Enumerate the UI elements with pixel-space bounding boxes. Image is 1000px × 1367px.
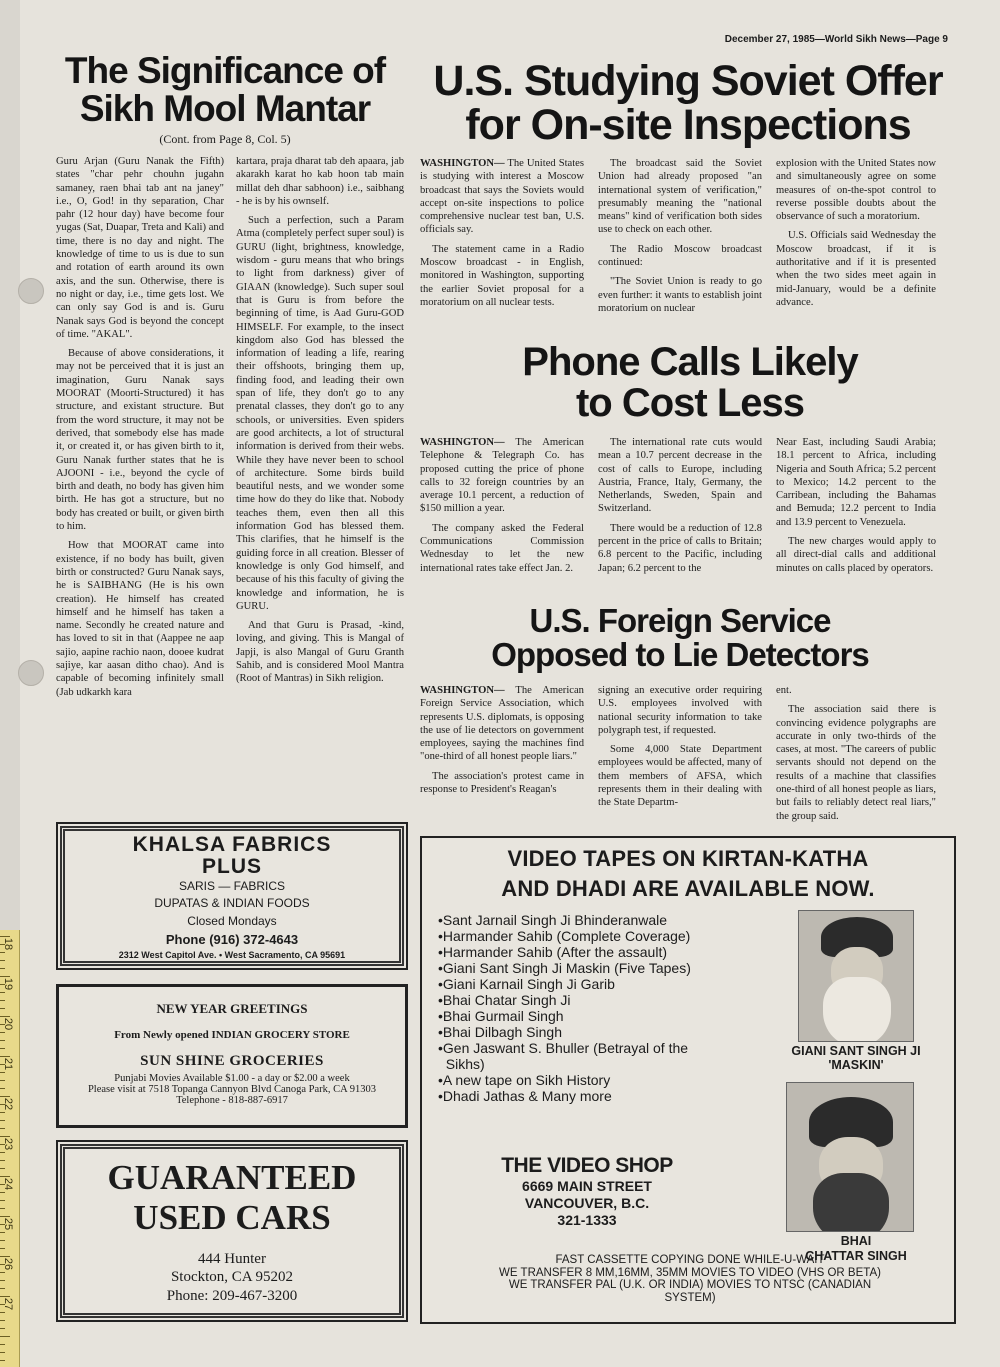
punch-hole: [18, 278, 44, 304]
ruler-tick: [0, 1128, 5, 1129]
ruler-tick: [0, 960, 5, 961]
soviet-headline: [418, 57, 958, 149]
grocery-line3: Telephone - 818-887-6917: [176, 1095, 288, 1106]
giani-sant-singh-photo: [798, 910, 914, 1042]
ruler-number: 26: [2, 1257, 15, 1271]
ruler-tick: [0, 1080, 5, 1081]
photo-caption-2-line1: BHAI: [840, 1234, 872, 1248]
ruler-tick: [0, 1288, 5, 1289]
punch-hole: [18, 660, 44, 686]
tape-list-item: •Bhai Gurmail Singh: [438, 1008, 564, 1024]
paragraph: U.S. Officials said Wednesday the Moscow broadcast, if it is authoritative and if it is presented when the two sides meet again in mid-January, would be a definite advance.: [776, 230, 936, 308]
newspaper-page: [20, 0, 1000, 1367]
ruler-tick: [0, 1120, 5, 1121]
ruler-number: 22: [2, 1097, 15, 1111]
ruler-tick: [0, 1328, 5, 1329]
ruler-tick: [0, 992, 5, 993]
ruler-tick: [0, 936, 10, 937]
ruler-tick: [0, 1088, 5, 1089]
tape-list-item: •Dhadi Jathas & Many more: [438, 1088, 612, 1104]
article-dateline: WASHINGTON—: [420, 685, 505, 696]
paragraph: The broadcast said the Soviet Union had already proposed "an international system of verification," presumably meaning the "national means" kind of verification both sides use to check on each other.: [598, 158, 762, 236]
grocery-name: SUN SHINE GROCERIES: [140, 1053, 324, 1069]
ruler-number: 18: [2, 937, 15, 951]
paragraph: Because of above considerations, it may not be perceived that it is just an imagination, Guru Nanak says MOORAT (Moorti-Structured) it has structure, and existant structure. But from the word structure, it may not be derived, that somebody else has made it, or created it, or has given birth to it, Guru Nanak further states that he is AJOONI - i.e., beyond the cycle of birth and death, no body has given him birth. He has got a structure, but no body has created or built, or given birth to him.: [56, 348, 224, 533]
ruler-tick: [0, 1032, 5, 1033]
grocery-from: From Newly opened INDIAN GROCERY STORE: [114, 1029, 350, 1041]
paragraph: And that Guru is Prasad, -kind, loving, and giving. This is Mangal of Japji, is also Mangal of Guru Granth Sahib, and is considered Mool Mantra (Root of Mantras) in Sikh religion.: [236, 620, 404, 685]
paragraph: kartara, praja dharat tab deh apaara, jab akarakh karat ho kab hoon tab main millat deh dhar sabhoon) i.e., saibhang - he is by his ownself.: [236, 156, 404, 207]
tape-list-item: Sikhs): [438, 1056, 485, 1072]
ruler-tick: [0, 1256, 10, 1257]
phone-column-3: [776, 436, 936, 581]
article-dateline: WASHINGTON—: [420, 437, 505, 448]
paragraph: The statement came in a Radio Moscow broadcast - in English, monitored in Washington, supporting the earlier Soviet proposal for a moratorium on all nuclear tests.: [420, 243, 584, 308]
shop-details: [462, 1154, 712, 1229]
grocery-line1: Punjabi Movies Available $1.00 - a day or $2.00 a week: [114, 1073, 350, 1084]
phone-column-1: [420, 436, 584, 581]
article-dateline: WASHINGTON—: [420, 158, 505, 169]
video-footer-line2: WE TRANSFER 8 MM,16MM, 35MM MOVIES TO VIDEO (VHS OR BETA): [499, 1266, 881, 1279]
video-title-line2: AND DHADI ARE AVAILABLE NOW.: [501, 876, 875, 901]
video-footer: [426, 1254, 954, 1304]
paragraph: Some 4,000 State Department employees would be affected, many of them members of AFSA, which represents them in their dealing with the State Departm-: [598, 744, 762, 809]
paragraph: How that MOORAT came into existence, if no body has built, given birth or constructed? Guru Nanak says, he is SAIBHANG (He is his own creation). He himself has created himself and he himself has taken a name. Secondly he created nature and has loved to sit in that (Aappee ne aap sajio, aapine rachio naon, dooee kudrat sajiye, kar aasan ditho chao). And is capable of becoming infinitely small (Jab udkarkh kara: [56, 540, 224, 698]
mool-mantar-headline: [60, 52, 390, 127]
phone-headline-line2: to Cost Less: [575, 380, 805, 425]
sunshine-groceries-ad: [56, 984, 408, 1128]
cars-phone: Phone: 209-467-3200: [166, 1288, 298, 1304]
ruler-tick: [0, 968, 5, 969]
bhai-chattar-singh-photo: [786, 1082, 914, 1232]
page-dateline: December 27, 1985—World Sikh News—Page 9: [724, 34, 948, 45]
khalsa-address: 2312 West Capitol Ave. • West Sacramento, CA 95691: [118, 950, 346, 960]
paragraph: "The Soviet Union is ready to go even further: it wants to establish joint moratorium on nuclear: [598, 276, 762, 314]
photo-caption-2-line2: CHATTAR SINGH: [805, 1249, 907, 1263]
video-shop-ad: [420, 836, 956, 1324]
video-footer-line1: FAST CASSETTE COPYING DONE WHILE-U-WAIT: [555, 1254, 825, 1266]
phone-headline: [450, 342, 930, 424]
soviet-headline-line2: for On-site Inspections: [465, 100, 911, 149]
cars-street: 444 Hunter: [198, 1251, 266, 1267]
ruler-tick: [0, 1000, 5, 1001]
ruler-number: 19: [2, 977, 15, 991]
tape-list: [438, 912, 758, 1104]
paragraph: The new charges would apply to all direct-dial calls and additional minutes on calls placed by operators.: [776, 536, 936, 574]
video-footer-line3: WE TRANSFER PAL (U.K. OR INDIA) MOVIES TO NTSC (CANADIAN: [508, 1279, 872, 1291]
paragraph: ent.: [776, 685, 792, 696]
ruler-tick: [0, 1208, 5, 1209]
ruler-tick: [0, 1176, 10, 1177]
ruler-tick: [0, 1016, 10, 1017]
shop-name: THE VIDEO SHOP: [501, 1154, 673, 1177]
phone-headline-line1: Phone Calls Likely: [522, 340, 858, 384]
ruler-number: 20: [2, 1017, 15, 1031]
khalsa-phone: Phone (916) 372-4643: [165, 932, 299, 947]
cars-line1: GUARANTEED: [107, 1158, 357, 1197]
ruler-number: 23: [2, 1137, 15, 1151]
ruler-tick: [0, 1240, 5, 1241]
ruler-tick: [0, 1200, 5, 1201]
paragraph-text: The American Telephone & Telegraph Co. has proposed cutting the price of phone calls to 32 foreign countries by an average 10.1 percent, a reduction of $150 million a year.: [420, 437, 584, 515]
ruler-number: 21: [2, 1057, 15, 1071]
grocery-line2: Please visit at 7518 Topanga Cannyon Blvd Canoga Park, CA 91303: [87, 1084, 377, 1095]
ruler-tick: [0, 1136, 10, 1137]
ruler-tick: [0, 1360, 5, 1361]
ruler-tick: [0, 1160, 5, 1161]
khalsa-name: [58, 834, 406, 878]
tape-list-item: •Giani Sant Singh Ji Maskin (Five Tapes): [438, 960, 691, 976]
ruler-tick: [0, 1296, 10, 1297]
khalsa-line2: DUPATAS & INDIAN FOODS: [154, 896, 310, 910]
mool-mantar-headline-line2: Sikh Mool Mantar: [79, 87, 371, 129]
ruler-tick: [0, 1072, 5, 1073]
used-cars-ad: [56, 1140, 408, 1322]
khalsa-line3: Closed Mondays: [187, 914, 277, 928]
tape-list-item: •Giani Karnail Singh Ji Garib: [438, 976, 615, 992]
ruler-tick: [0, 1320, 5, 1321]
foreign-service-headline-line2: Opposed to Lie Detectors: [491, 635, 869, 673]
ruler-tick: [0, 1056, 10, 1057]
ruler-tick: [0, 1048, 5, 1049]
paragraph: explosion with the United States now and simultaneously agree on some measures of on-the-spot control to reverse possible doubts about the observance of such a moratorium.: [776, 158, 936, 223]
soviet-column-1: [420, 157, 584, 315]
ruler-tick: [0, 1280, 5, 1281]
ruler-tick: [0, 1248, 5, 1249]
tape-list-item: •Gen Jaswant S. Bhuller (Betrayal of the: [438, 1040, 689, 1056]
foreign-service-column-2: [598, 684, 762, 816]
ruler-tick: [0, 1344, 5, 1345]
paragraph: [420, 157, 584, 237]
ruler-tick: [0, 1312, 5, 1313]
tape-list-item: •Bhai Chatar Singh Ji: [438, 992, 571, 1008]
ruler-tick: [0, 1008, 5, 1009]
paragraph: The company asked the Federal Communications Commission Wednesday to let the new international rates take effect Jan. 2.: [420, 522, 584, 574]
soviet-headline-line1: U.S. Studying Soviet Offer: [433, 57, 943, 105]
soviet-column-2: [598, 157, 762, 321]
cars-line2: USED CARS: [133, 1198, 331, 1237]
ruler-tick: [0, 1192, 5, 1193]
foreign-service-column-1: [420, 684, 584, 802]
tape-list-item: •A new tape on Sikh History: [438, 1072, 611, 1088]
ruler-tick: [0, 1272, 5, 1273]
mool-mantar-column-1: [56, 155, 224, 705]
ruler-tick: [0, 1352, 5, 1353]
paragraph: Near East, including Saudi Arabia; 18.1 percent to Africa, including Nigeria and South Africa; 5.2 percent to Mexico; 14.2 percent to the Carribean, including the Bahamas and Bemuda; 12.2 percent to India and 13.9 percent to Venezuela.: [776, 437, 936, 528]
video-title-line1: VIDEO TAPES ON KIRTAN-KATHA: [507, 846, 869, 871]
khalsa-name-line1: KHALSA FABRICS: [132, 833, 332, 856]
tape-list-item: •Harmander Sahib (Complete Coverage): [438, 928, 691, 944]
ruler-tick: [0, 1096, 10, 1097]
ruler-tick: [0, 1112, 5, 1113]
tape-list-item: •Sant Jarnail Singh Ji Bhinderanwale: [438, 912, 668, 928]
paragraph: There would be a reduction of 12.8 percent in the price of calls to Britain; 6.8 percent to the Pacific, including Japan; 6.2 percent to the: [598, 522, 762, 574]
ruler-tick: [0, 976, 10, 977]
paragraph-text: The American Foreign Service Association, which represents U.S. diplomats, is opposing the use of lie detectors on government employees, saying the machines find "one-third of all honest people liars.": [420, 685, 584, 763]
measuring-ruler: [0, 930, 20, 1367]
ruler-number: 24: [2, 1177, 15, 1191]
paragraph: signing an executive order requiring U.S. employees involved with national security information to take polygraph test, if requested.: [598, 685, 762, 736]
paragraph: The association's protest came in response to President's Reagan's: [420, 770, 584, 796]
paragraph: Guru Arjan (Guru Nanak the Fifth) states "char pehr chouhn jugahn samaney, raen bhai tab ant na janey" i.e., O, God! in thy separation, Char pahr (12 hour day) have become four yugas (Sat, Duapar, Treta and Kali) and time, there is no day and night. The knowledge of time to us is due to sun and rotation of earth around its own axis, and the sun. Otherwise, there is no night or day, i.e., time gets lost. We can only say God is and is. Guru Nanak says God is beyond the concept of time. "AKAL".: [56, 156, 224, 340]
paragraph: The international rate cuts would mean a 10.7 percent decrease in the cost of calls to Europe, including Austria, France, Italy, Germany, the Netherlands, Sweden, Spain and Switzerland.: [598, 437, 762, 515]
ruler-tick: [0, 1168, 5, 1169]
continued-note: (Cont. from Page 8, Col. 5): [159, 132, 291, 146]
soviet-column-3: [776, 157, 936, 315]
ruler-tick: [0, 1216, 10, 1217]
foreign-service-column-3: [776, 684, 936, 829]
paragraph: The Radio Moscow broadcast continued:: [598, 243, 762, 269]
tape-list-item: •Harmander Sahib (After the assault): [438, 944, 668, 960]
paragraph-text: The United States is studying with interest a Moscow broadcast that says the Soviets would accept on-site inspections to police comprehensive nuclear test ban, U.S. officials say.: [420, 158, 584, 236]
ruler-tick: [0, 1040, 5, 1041]
ruler-tick: [0, 1336, 10, 1337]
paragraph: Such a perfection, such a Param Atma (completely perfect super soul) is GURU (light, brightness, knowledge, wisdom - guru means that who brings to light from darkness) giver of GIAAN (knowledge). Such super soul that is Guru is from before the beginning of time, is Aad Guru-GOD HIMSELF. For example, to the insect kingdom also God has blessed the information of leading a life, rearing their offshoots, bringing them up, finding food, and leading their own span of life, they don't go to any prenatal classes, they don't go to any schools, or universities. Even spiders are good architects, a lot of structural information is derived from their webs. While they have never been to school of architecture. Some birds build beautiful nests, and we wonder some time how do they do like that. Nobody teaches them, even then all this information God has blessed them. This clarifies, that he himself is the guiding force in all creation. Blesser of knowledge is only God himself, and because of his this faculty of giving the knowledge and information, he is GURU.: [236, 215, 404, 612]
khalsa-line1: SARIS — FABRICS: [178, 879, 286, 893]
shop-street: 6669 MAIN STREET: [522, 1178, 652, 1194]
photo-caption-1-line1: GIANI SANT SINGH JI: [791, 1044, 921, 1058]
paragraph: [420, 684, 584, 764]
cars-city: Stockton, CA 95202: [170, 1269, 294, 1285]
video-footer-line4: SYSTEM): [664, 1291, 716, 1304]
paragraph: [420, 436, 584, 516]
tape-list-item: •Bhai Dilbagh Singh: [438, 1024, 562, 1040]
shop-phone: 321-1333: [557, 1212, 617, 1228]
mool-mantar-column-2: [236, 155, 404, 692]
ruler-tick: [0, 1232, 5, 1233]
ruler-tick: [0, 1152, 5, 1153]
shop-city: VANCOUVER, B.C.: [524, 1195, 650, 1211]
ruler-number: 25: [2, 1217, 15, 1231]
khalsa-name-line2: PLUS: [201, 855, 262, 878]
photo-caption-1-line2: 'MASKIN': [828, 1058, 884, 1072]
photo-caption-1: [756, 1044, 956, 1072]
paragraph: The association said there is convincing evidence polygraphs are accurate in only two-thirds of the cases, at most. "The careers of public servants should not depend on the results of a machine that classifies one-third of all honest people as liars, but fails to reliably detect real liars," the group said.: [776, 704, 936, 822]
ruler-number: 27: [2, 1297, 15, 1311]
ruler-tick: [0, 952, 5, 953]
grocery-greeting: NEW YEAR GREETINGS: [156, 1001, 308, 1016]
foreign-service-headline: [420, 604, 940, 671]
phone-column-2: [598, 436, 762, 581]
khalsa-fabrics-ad: [56, 822, 408, 970]
mool-mantar-headline-line1: The Significance of: [64, 50, 386, 91]
foreign-service-headline-line1: U.S. Foreign Service: [529, 602, 831, 639]
